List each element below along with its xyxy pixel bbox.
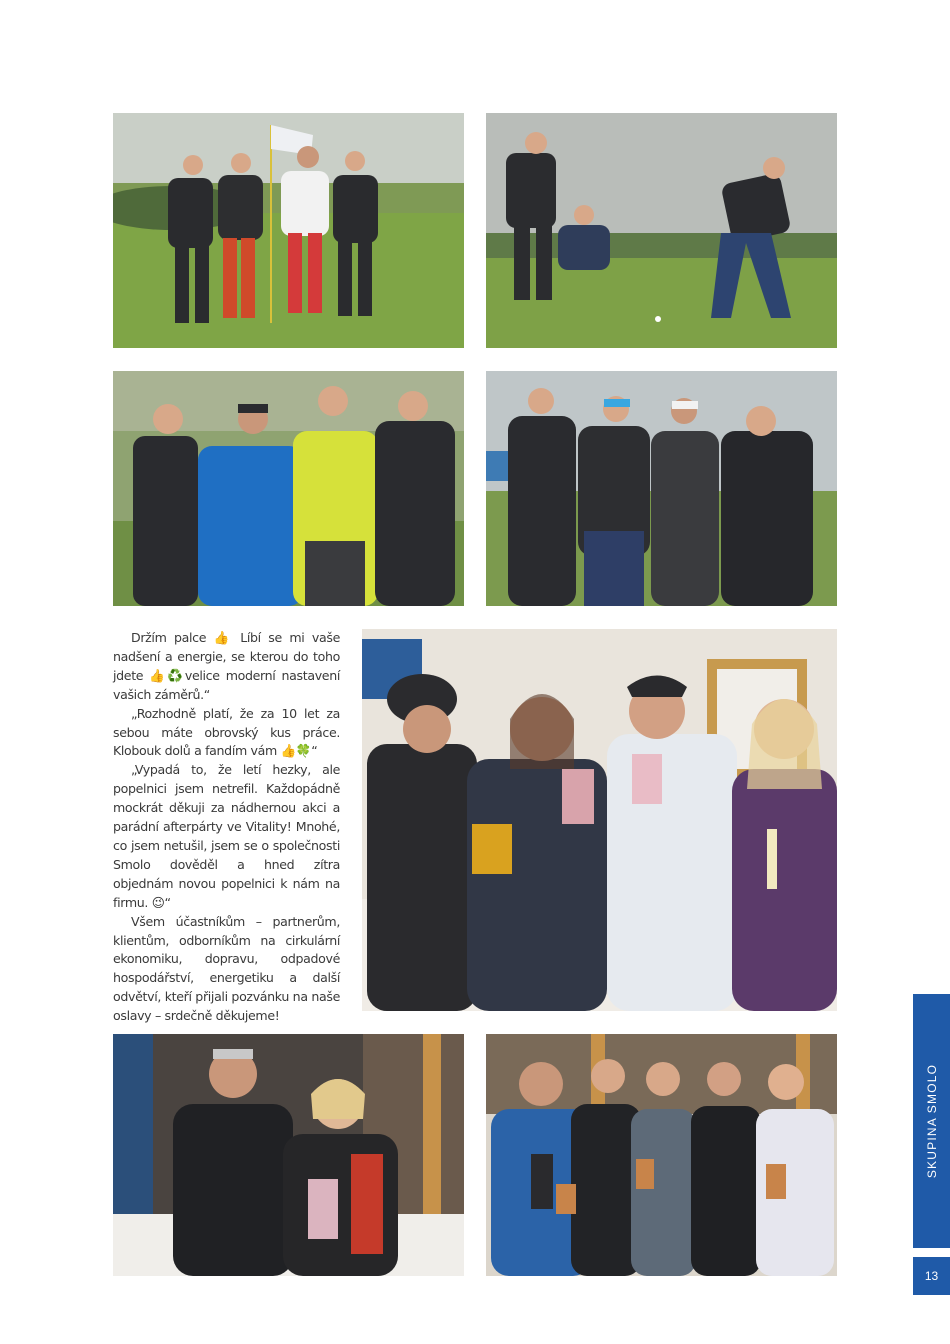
photo-five-men-trophies [486,1034,837,1276]
article-paragraph: „Rozhodně platí, že za 10 let za sebou máte obrovský kus práce. Klobouk dolů a fandím vám 👍🍀“ [113,705,340,759]
photo-four-golfers-arm-in-arm [486,371,837,606]
article-text [113,629,340,1026]
photo-golfers-putting [486,113,837,348]
article-paragraph: Držím palce 👍 Líbí se mi vaše nadšení a energie, se kterou do toho jdete 👍♻️velice moderní nastavení vašich záměrů.“ [113,630,340,702]
photo-four-golfers-rain [113,371,464,606]
photo-man-woman-awards [113,1034,464,1276]
article-paragraph: Všem účastníkům – partnerům, klientům, odborníkům na cirkulární ekonomiku, dopravu, odpadové hospodářství, energetiku a další odvětví, kteří přijali pozvánku na naše oslavy – srdečně děkujeme! [113,913,340,1024]
section-tab [913,994,950,1248]
page-number: 13 [913,1257,950,1295]
article-paragraph: „Vypadá to, že letí hezky, ale popelnici jsem netrefil. Každopádně mockrát děkuji za nádhernou akci a parádní afterpárty ve Vitality! Mnohé, co jsem netušil, jsem se o společnosti Smolo dověděl a hned zítra objednám novou popelnici k nám na firmu. 😉“ [113,762,340,910]
photo-women-with-trophies [362,629,837,1011]
section-tab-label: SKUPINA SMOLO [924,1063,939,1179]
photo-golfers-with-flag [113,113,464,348]
